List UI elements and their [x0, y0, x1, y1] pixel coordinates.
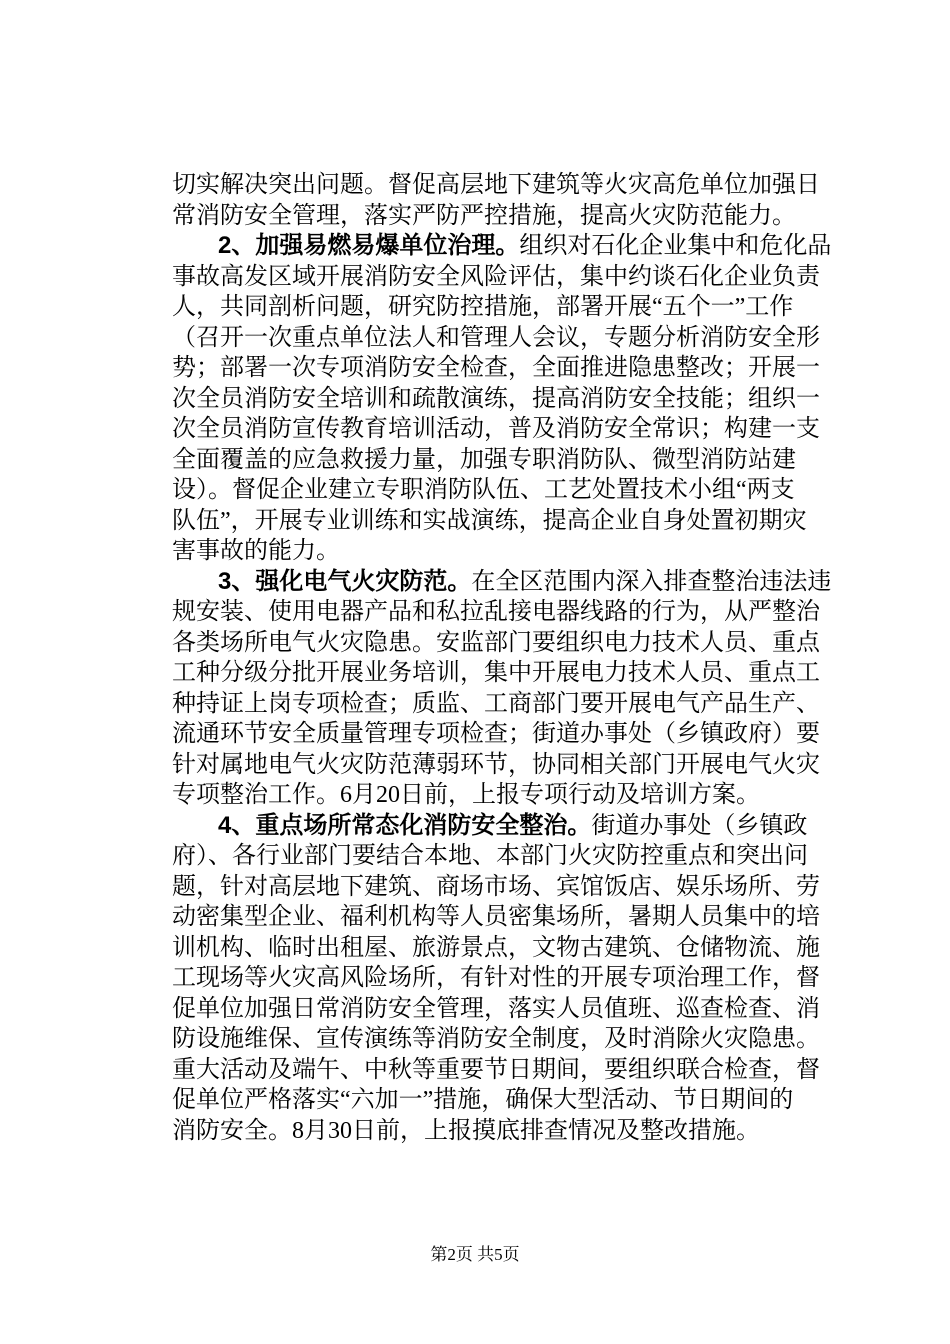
- line-text: 消防安全。8月30日前，上报摸底排查情况及整改措施。: [172, 1117, 760, 1144]
- line-text: 在全区范围内深入排查整治违法违: [471, 568, 832, 595]
- line-text: 府）、各行业部门要结合本地、本部门火灾防控重点和突出问: [172, 843, 808, 869]
- text-line: [172, 719, 820, 750]
- text-line: [172, 994, 820, 1025]
- line-text: （召开一次重点单位法人和管理人会议，专题分析消防安全形: [172, 324, 820, 351]
- text-line: [172, 1085, 794, 1116]
- line-text: 全面覆盖的应急救援力量，加强专职消防队、微型消防站建: [172, 446, 796, 473]
- line-text: 次全员消防安全培训和疏散演练，提高消防安全技能；组织一: [172, 385, 820, 412]
- text-line: [172, 841, 808, 872]
- text-line: [172, 1055, 820, 1086]
- line-text: 题，针对高层地下建筑、商场市场、宾馆饭店、娱乐场所、劳: [172, 873, 820, 900]
- text-line: [172, 536, 786, 567]
- text-line: [172, 231, 832, 262]
- line-text: 针对属地电气火灾防范薄弱环节，协同相关部门开展电气火灾: [172, 751, 820, 778]
- line-text: 街道办事处（乡镇政: [591, 812, 808, 839]
- section-heading: 2、加强易燃易爆单位治理。: [218, 232, 520, 259]
- text-line: [172, 933, 820, 964]
- line-text: 专项整治工作。6月20日前，上报专项行动及培训方案。: [172, 782, 760, 808]
- text-line: [172, 414, 820, 445]
- line-text: 工现场等火灾高风险场所，有针对性的开展专项治理工作，督: [172, 965, 820, 991]
- line-text: 动密集型企业、福利机构等人员密集场所，暑期人员集中的培: [172, 904, 820, 930]
- text-line: [172, 628, 820, 659]
- text-line: [172, 201, 796, 232]
- line-text: 规安装、使用电器产品和私拉乱接电器线路的行为，从严整治: [172, 599, 820, 625]
- text-line: [172, 780, 786, 811]
- page-number: 第2页 共5页: [430, 1245, 520, 1264]
- line-text: 组织对石化企业集中和危化品: [519, 233, 832, 259]
- text-line: [172, 445, 796, 476]
- document-body: [172, 170, 832, 1146]
- line-text: 人，共同剖析问题，研究防控措施，部署开展“五个一”工作: [172, 294, 794, 320]
- line-text: 重大活动及端午、中秋等重要节日期间，要组织联合检查，督: [172, 1056, 820, 1083]
- text-line: [172, 567, 832, 598]
- text-line: [172, 597, 820, 628]
- line-text: 常消防安全管理，落实严防严控措施，提高火灾防范能力。: [172, 202, 796, 229]
- line-text: 促单位严格落实“六加一”措施，确保大型活动、节日期间的: [172, 1087, 794, 1113]
- text-line: [172, 902, 820, 933]
- text-line: [172, 963, 820, 994]
- line-text: 次全员消防宣传教育培训活动，普及消防安全常识；构建一支: [172, 416, 820, 442]
- section-heading: 3、强化电气火灾防范。: [218, 567, 472, 595]
- text-line: [172, 353, 820, 384]
- line-text: 训机构、临时出租屋、旅游景点，文物古建筑、仓储物流、施: [172, 934, 820, 961]
- line-text: 促单位加强日常消防安全管理，落实人员值班、巡查检查、消: [172, 995, 820, 1022]
- text-line: [172, 475, 795, 506]
- text-line: [172, 689, 820, 720]
- line-text: 切实解决突出问题。督促高层地下建筑等火灾高危单位加强日: [172, 172, 820, 198]
- line-text: 队伍”，开展专业训练和实战演练，提高企业自身处置初期灾: [172, 507, 807, 534]
- text-line: [172, 292, 794, 323]
- text-line: [172, 750, 820, 781]
- text-line: [172, 658, 820, 689]
- line-text: 流通环节安全质量管理专项检查；街道办事处（乡镇政府）要: [172, 721, 820, 747]
- text-line: [172, 170, 820, 201]
- line-text: 事故高发区域开展消防安全风险评估，集中约谈石化企业负责: [172, 263, 820, 290]
- line-text: 工种分级分批开展业务培训，集中开展电力技术人员、重点工: [172, 660, 820, 686]
- text-line: [172, 811, 808, 842]
- line-text: 害事故的能力。: [172, 538, 340, 564]
- text-line: [172, 262, 820, 293]
- text-line: [172, 506, 807, 537]
- text-line: [172, 1024, 820, 1055]
- line-text: 种持证上岗专项检查；质监、工商部门要开展电气产品生产、: [172, 690, 820, 717]
- line-text: 各类场所电气火灾隐患。安监部门要组织电力技术人员、重点: [172, 629, 820, 656]
- text-line: [172, 323, 820, 354]
- text-line: [172, 384, 820, 415]
- text-line: [172, 872, 820, 903]
- line-text: 势；部署一次专项消防安全检查，全面推进隐患整改；开展一: [172, 355, 820, 381]
- section-heading: 4、重点场所常态化消防安全整治。: [218, 811, 592, 839]
- line-text: 设）。督促企业建立专职消防队伍、工艺处置技术小组“两支: [172, 477, 795, 503]
- text-line: [172, 1116, 786, 1147]
- line-text: 防设施维保、宣传演练等消防安全制度，及时消除火灾隐患。: [172, 1026, 820, 1052]
